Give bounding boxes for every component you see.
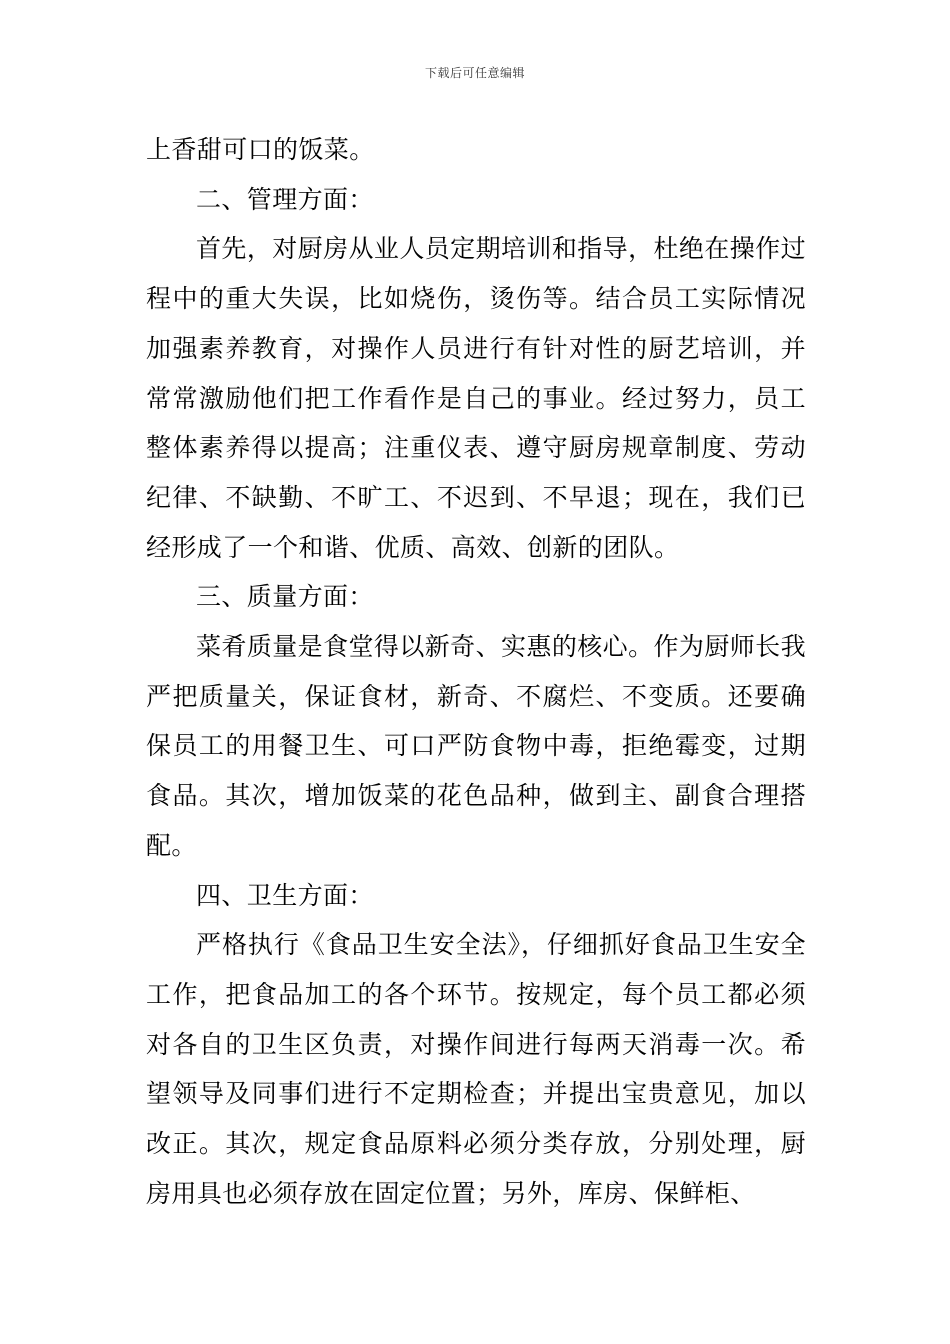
paragraph-continuation: 上香甜可口的饭菜。 (146, 135, 375, 164)
paragraph-management: 首先，对厨房从业人员定期培训和指导，杜绝在操作过程中的重大失误，比如烧伤，烫伤等。结合员工实际情况加强素养教育，对操作人员进行有针对性的厨艺培训，并常常激励他们把工作看作是自己的事业。经过努力，员工整体素养得以提高；注重仪表、遵守厨房规章制度、劳动纪律、不缺勤、不旷工、不迟到、不早退；现在，我们已经形成了一个和谐、优质、高效、创新的团队。 (146, 234, 806, 562)
section-heading-quality: 三、质量方面： (196, 582, 374, 612)
section-heading-hygiene: 四、卫生方面： (196, 880, 374, 910)
paragraph-quality: 菜肴质量是食堂得以新奇、实惠的核心。作为厨师长我严把质量关，保证食材，新奇、不腐烂、不变质。还要确保员工的用餐卫生、可口严防食物中毒，拒绝霉变，过期食品。其次，增加饭菜的花色品种，做到主、副食合理搭配。 (146, 632, 806, 860)
paragraph-hygiene: 严格执行《食品卫生安全法》，仔细抓好食品卫生安全工作，把食品加工的各个环节。按规定，每个员工都必须对各自的卫生区负责，对操作间进行每两天消毒一次。希望领导及同事们进行不定期检查；并提出宝贵意见，加以改正。其次，规定食品原料必须分类存放，分别处理，厨房用具也必须存放在固定位置；另外，库房、保鲜柜、 (146, 930, 806, 1208)
section-heading-management: 二、管理方面： (196, 184, 374, 214)
document-body (146, 125, 806, 1218)
page-header: 下载后可任意编辑 (424, 66, 525, 80)
